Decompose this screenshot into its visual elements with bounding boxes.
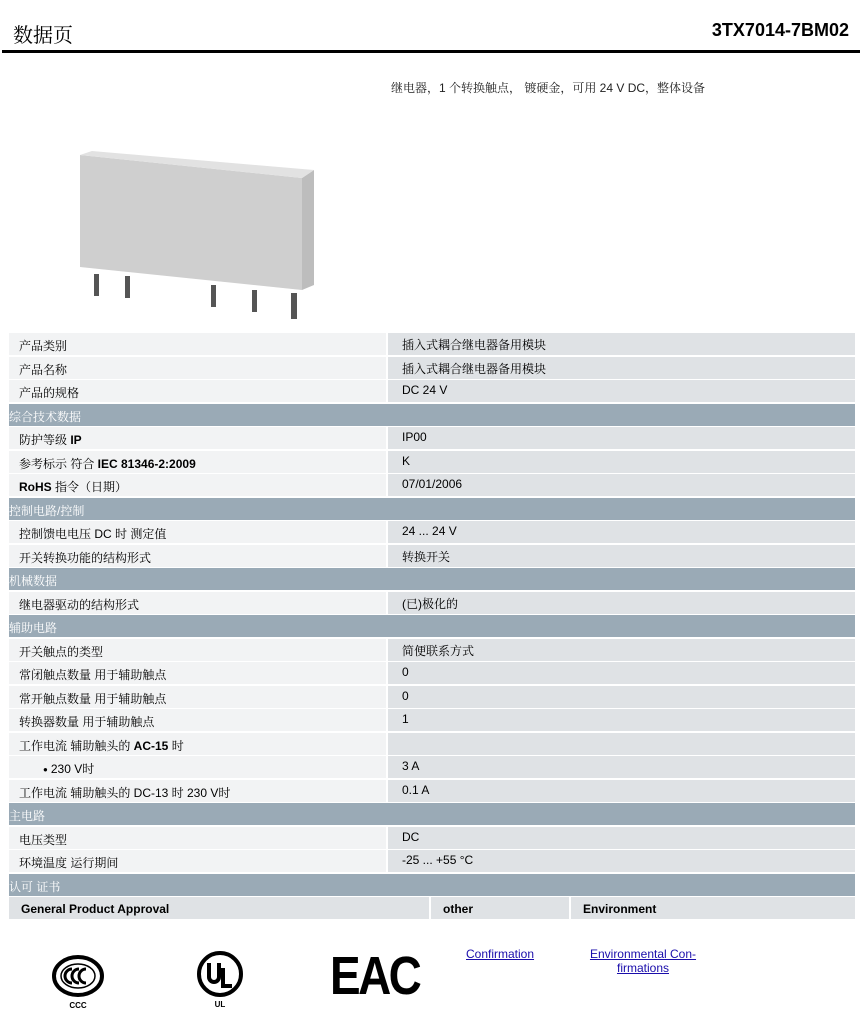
- spec-label: 开关转换功能的结构形式: [9, 545, 386, 567]
- spec-value: 0: [388, 662, 855, 684]
- ccc-caption: CCC: [69, 1001, 87, 1010]
- ul-caption: UL: [214, 1000, 226, 1009]
- ccc-logo-icon: [52, 952, 104, 1000]
- spec-row: [9, 662, 855, 684]
- spec-label-text: 230 V时: [50, 762, 95, 776]
- header-divider: [2, 50, 860, 53]
- confirmation-link[interactable]: Confirmation: [466, 947, 535, 961]
- spec-row: [9, 733, 855, 755]
- spec-label-bold: RoHS: [19, 480, 52, 494]
- spec-label: 转换器数量 用于辅助触点: [9, 709, 386, 731]
- spec-row: [9, 850, 855, 872]
- approval-logos: [0, 945, 862, 1015]
- spec-row: [9, 592, 855, 614]
- spec-row: [9, 686, 855, 708]
- spec-label-text: 工作电流 辅助触头的: [19, 738, 134, 753]
- approval-column-general: General Product Approval: [9, 897, 429, 919]
- spec-label: 电压类型: [9, 827, 386, 849]
- spec-label: [9, 451, 386, 473]
- section-header-cert: 认可 证书: [9, 874, 855, 896]
- product-description: 继电器，1 个转换触点， 镀硬金，可用 24 V DC，整体设备: [391, 81, 706, 95]
- spec-label-text: 时: [168, 738, 184, 753]
- section-header-aux: 辅助电路: [9, 615, 855, 637]
- spec-label-text: 参考标示 符合: [19, 456, 98, 471]
- spec-row: [9, 427, 855, 449]
- spec-label: 常闭触点数量 用于辅助触点: [9, 662, 386, 684]
- spec-row: [9, 780, 855, 802]
- spec-label: [9, 756, 386, 778]
- spec-label: [9, 733, 386, 755]
- spec-value: DC: [388, 827, 855, 849]
- spec-table: [9, 333, 855, 919]
- approval-column-environment: Environment: [571, 897, 855, 919]
- spec-value: 0: [388, 686, 855, 708]
- spec-label-bold: IP: [70, 433, 82, 447]
- spec-label-text: 指令（日期）: [51, 480, 128, 494]
- spec-label-text: 防护等级: [19, 433, 71, 447]
- spec-value: 简便联系方式: [388, 639, 855, 661]
- spec-label: 工作电流 辅助触头的 DC-13 时 230 V时: [9, 780, 386, 802]
- spec-value: (已)极化的: [388, 592, 855, 614]
- spec-value: 插入式耦合继电器备用模块: [388, 333, 855, 355]
- spec-label: 环境温度 运行期间: [9, 850, 386, 872]
- spec-label-bold: AC-15: [133, 738, 169, 753]
- section-header-main: 主电路: [9, 803, 855, 825]
- section-header-control: 控制电路/控制: [9, 498, 855, 520]
- spec-row: [9, 545, 855, 567]
- approval-column-other: other: [431, 897, 569, 919]
- spec-label: 产品的规格: [9, 380, 386, 402]
- spec-value: 1: [388, 709, 855, 731]
- spec-row: [9, 521, 855, 543]
- part-number: 3TX7014-7BM02: [711, 20, 849, 40]
- env-link-line1: Environmental Con-: [589, 947, 697, 961]
- spec-label-bold: IEC 81346-2:2009: [97, 456, 196, 471]
- eac-mark-icon: EAC: [330, 946, 420, 1006]
- spec-label: 继电器驱动的结构形式: [9, 592, 386, 614]
- environmental-confirmations-link[interactable]: [587, 947, 699, 975]
- spec-value: 0.1 A: [388, 780, 855, 802]
- spec-row: [9, 474, 855, 496]
- spec-row: [9, 357, 855, 379]
- spec-value: [388, 733, 855, 755]
- relay-product-image: [70, 150, 330, 325]
- spec-label: [9, 427, 386, 449]
- spec-value: -25 ... +55 °C: [388, 850, 855, 872]
- approval-columns: [9, 897, 855, 919]
- spec-value: DC 24 V: [388, 380, 855, 402]
- spec-value: 07/01/2006: [388, 474, 855, 496]
- spec-row: [9, 709, 855, 731]
- spec-row: [9, 451, 855, 473]
- spec-value: 转换开关: [388, 545, 855, 567]
- spec-label: 产品类别: [9, 333, 386, 355]
- spec-label: 常开触点数量 用于辅助触点: [9, 686, 386, 708]
- spec-label: 控制馈电电压 DC 时 测定值: [9, 521, 386, 543]
- spec-label: 开关触点的类型: [9, 639, 386, 661]
- spec-row: [9, 756, 855, 778]
- spec-label: 产品名称: [9, 357, 386, 379]
- spec-row: [9, 380, 855, 402]
- spec-value: 3 A: [388, 756, 855, 778]
- page-title: 数据页: [13, 25, 73, 47]
- spec-row: [9, 333, 855, 355]
- bullet-icon: ●: [43, 765, 48, 774]
- spec-row: [9, 827, 855, 849]
- section-header-mechanical: 机械数据: [9, 568, 855, 590]
- spec-row: [9, 639, 855, 661]
- env-link-line2: firmations: [616, 961, 669, 975]
- spec-value: IP00: [388, 427, 855, 449]
- spec-value: K: [388, 451, 855, 473]
- spec-value: 插入式耦合继电器备用模块: [388, 357, 855, 379]
- spec-label: [9, 474, 386, 496]
- section-header-general: 综合技术数据: [9, 404, 855, 426]
- spec-value: 24 ... 24 V: [388, 521, 855, 543]
- ul-logo-icon: [196, 950, 244, 998]
